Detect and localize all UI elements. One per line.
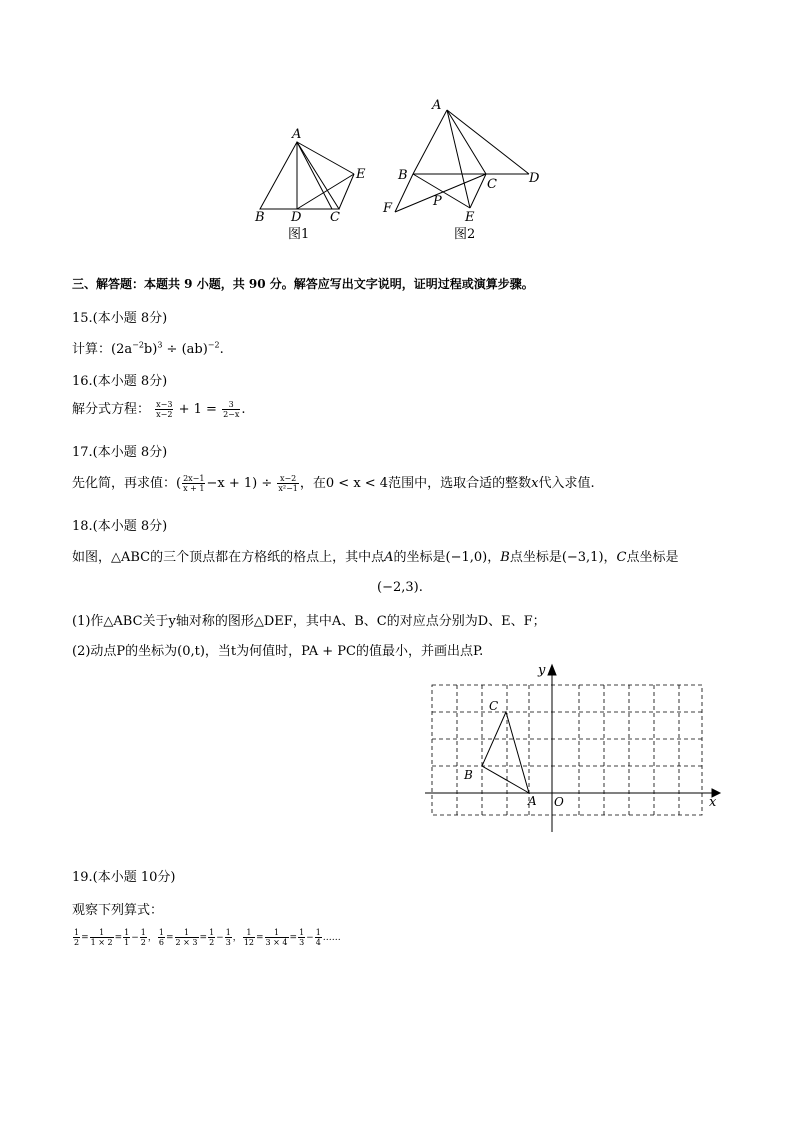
figure-2 [395,110,529,212]
q19-equations: $\frac{1}{2}$ = $\frac{1}{1 \times 2}$ = $\frac{1}{1}$ − $\frac{1}{2}$ ， $\frac{1}{6}$ = $\frac{1}{2 \times 3}$ = $\frac{1}{2}$ − $\frac{1}{3}$ ， $\frac{1}{12}$ = $\frac{1}{3 \times 4}$ = $\frac{1}{3}$ − $\frac{1}{4}$ …… [74,928,341,947]
fig1-label-c: C [330,210,340,225]
q15-exp3: −2 [207,340,220,350]
label-y: y [538,663,546,678]
fig2-caption: 图2 [454,227,476,242]
q17-prefix: 先化简，再求值：( [72,476,182,491]
q18-line2: (−2,3). [377,580,423,595]
fig1-label-b: B [255,210,265,225]
fig2-label-e: E [465,210,475,225]
q19-frac: $\frac{1}{2}$ [74,928,80,947]
q18-point-c: C [616,550,627,565]
q19-frac: $\frac{1}{3 \times 4}$ [265,928,288,947]
label-a: A [528,794,537,808]
label-o: O [554,795,564,809]
fig1-label-e: E [356,167,366,182]
q19-frac: $\frac{1}{2}$ [209,928,215,947]
q15-exp1: −2 [132,340,144,350]
fig1-label-d: D [291,210,302,225]
section-title: 三、解答题：本题共 9 小题，共 90 分。解答应写出文字说明，证明过程或演算步骤。 [72,277,534,291]
q16-fraction-1: $\frac{x-3}{x-2}$ [156,400,173,419]
q19-frac: $\frac{1}{2}$ [140,928,146,947]
q19-frac: $\frac{1}{4}$ [315,928,321,947]
q15-prefix: 计算： [72,342,112,357]
q19-frac: $\frac{1}{12}$ [243,928,254,947]
triangle-abc [482,712,529,793]
fig2-segment-ac [447,110,486,174]
q16-fraction-2: $\frac{3}{2-x}$ [223,400,240,419]
q19-frac: $\frac{1}{2 \times 3}$ [175,928,198,947]
fig2-label-p: P [433,194,442,209]
label-b: B [464,768,473,782]
label-c: C [489,699,499,713]
axes [425,665,720,832]
q19-intro: 观察下列算式： [72,903,164,918]
q19-header: 19.(本小题 10分) [72,870,176,885]
q18-point-b: B [500,550,510,565]
fig2-segment-ce [470,174,486,208]
q18-point-a: A [384,550,394,565]
q18-part2: (2)动点P的坐标为(0,t)，当t为何值时，PA + PC的值最小，并画出点P. [72,644,484,659]
q17-fraction-1: $\frac{2x-1}{x + 1}$ [183,474,205,493]
q15-header: 15.(本小题 8分) [72,311,168,326]
q19-frac: $\frac{1}{3}$ [299,928,305,947]
q15-expr: (2a [111,342,133,357]
coordinate-grid [420,655,730,835]
q19-frac: $\frac{1}{1}$ [124,928,130,947]
q18-line1d: 点坐标是 [626,550,679,565]
fig1-caption: 图1 [288,227,310,242]
grid-dashed-lines [432,685,702,815]
q16-end: . [241,402,246,417]
fig2-segment-ab [413,110,447,174]
fig2-label-f: F [383,201,393,216]
q17-mid: −x + 1) ÷ [206,476,277,491]
q18-line1-text: 如图，△ABC的三个顶点都在方格纸的格点上，其中点 [72,550,385,565]
q18-line1c: 点坐标是(−3,1)， [509,550,617,565]
fig1-segment-de [297,174,354,209]
q15-exp2: 3 [157,340,163,350]
fig2-label-b: B [398,168,408,183]
q16-header: 16.(本小题 8分) [72,374,168,389]
fig1-segment-ec [339,174,354,209]
q15-end: . [219,342,224,357]
q18-line1 [72,546,679,565]
q19-frac: $\frac{1}{3}$ [225,928,231,947]
q17-end: 代入求值. [538,476,595,491]
q15-expr2: b) [143,342,158,357]
q16-prefix: 解分式方程： [72,402,151,417]
q17-var: x [531,476,539,491]
q16-body [72,398,246,419]
q15-expr3: ÷ (ab) [162,342,208,357]
q19-frac: $\frac{1}{1 \times 2}$ [90,928,113,947]
q15-body [72,338,224,357]
q17-body [72,472,595,493]
q17-tail: ，在0 < x < 4范围中，选取合适的整数 [299,476,532,491]
geometry-figures [240,90,560,250]
fig2-label-d: D [529,171,540,186]
figure-1 [260,142,354,209]
q19-frac: $\frac{1}{6}$ [158,928,164,947]
q17-fraction-2: $\frac{x-2}{\text{x²−1}}$ [278,474,298,493]
fig2-label-c: C [487,177,497,192]
q17-header: 17.(本小题 8分) [72,445,168,460]
q18-part1: (1)作△ABC关于y轴对称的图形△DEF，其中A、B、C的对应点分别为D、E、F； [72,614,546,629]
q16-mid: + 1 = [174,402,222,417]
fig2-label-a: A [432,98,442,113]
y-axis-arrow [548,665,556,675]
q18-line1b: 的坐标是(−1,0)， [393,550,501,565]
label-x: x [709,795,717,810]
fig1-label-a: A [292,127,302,142]
q19-ellipsis: …… [322,933,341,943]
q18-header: 18.(本小题 8分) [72,519,168,534]
